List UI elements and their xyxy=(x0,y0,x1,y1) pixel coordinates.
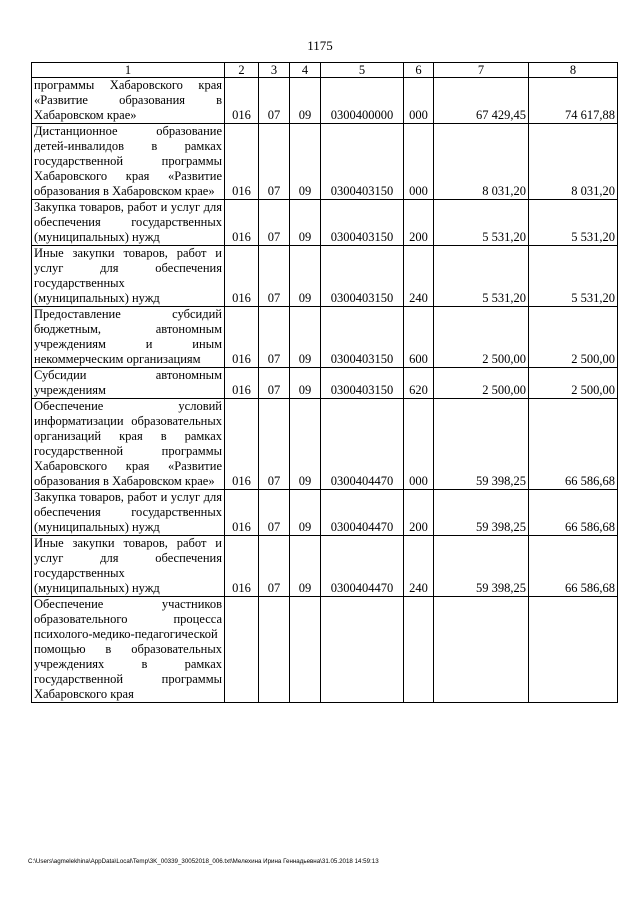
cell-subsection: 09 xyxy=(290,246,321,307)
cell-amount-7: 59 398,25 xyxy=(434,490,529,536)
cell-amount-7: 8 031,20 xyxy=(434,124,529,200)
cell-subsection: 09 xyxy=(290,368,321,399)
row-name: Предоставление субсидий бюджетным, автономным учреждениям и иным некоммерческим организациям xyxy=(32,307,225,368)
cell-expense-type: 000 xyxy=(404,124,434,200)
table-row xyxy=(32,124,618,200)
cell-expense-type: 200 xyxy=(404,490,434,536)
cell-amount-7 xyxy=(434,597,529,703)
cell-amount-8: 2 500,00 xyxy=(529,307,618,368)
cell-target-article: 0300403150 xyxy=(321,368,404,399)
table-row xyxy=(32,597,618,703)
cell-amount-8: 66 586,68 xyxy=(529,490,618,536)
cell-subsection: 09 xyxy=(290,399,321,490)
row-name: Субсидии автономным учреждениям xyxy=(32,368,225,399)
cell-target-article: 0300403150 xyxy=(321,307,404,368)
cell-target-article: 0300404470 xyxy=(321,399,404,490)
cell-section: 07 xyxy=(259,399,290,490)
cell-ministry: 016 xyxy=(225,536,259,597)
cell-amount-7: 59 398,25 xyxy=(434,536,529,597)
table-row xyxy=(32,536,618,597)
cell-amount-7: 5 531,20 xyxy=(434,246,529,307)
column-header: 1 xyxy=(32,63,225,78)
cell-amount-7: 5 531,20 xyxy=(434,200,529,246)
row-name: Иные закупки товаров, работ и услуг для обеспечения государственных (муниципальных) нужд xyxy=(32,536,225,597)
column-header: 5 xyxy=(321,63,404,78)
table-row xyxy=(32,490,618,536)
cell-ministry: 016 xyxy=(225,246,259,307)
cell-section: 07 xyxy=(259,78,290,124)
cell-ministry: 016 xyxy=(225,490,259,536)
row-name: Закупка товаров, работ и услуг для обеспечения государственных (муниципальных) нужд xyxy=(32,490,225,536)
table-row xyxy=(32,399,618,490)
page-number: 1175 xyxy=(307,38,333,53)
table-row xyxy=(32,307,618,368)
row-name: Иные закупки товаров, работ и услуг для обеспечения государственных (муниципальных) нужд xyxy=(32,246,225,307)
cell-ministry: 016 xyxy=(225,399,259,490)
cell-amount-7: 59 398,25 xyxy=(434,399,529,490)
cell-amount-8: 5 531,20 xyxy=(529,200,618,246)
cell-ministry: 016 xyxy=(225,78,259,124)
cell-amount-8: 5 531,20 xyxy=(529,246,618,307)
cell-amount-8: 74 617,88 xyxy=(529,78,618,124)
cell-expense-type: 240 xyxy=(404,536,434,597)
column-header: 2 xyxy=(225,63,259,78)
cell-subsection xyxy=(290,597,321,703)
row-name: программы Хабаровского края «Развитие образования в Хабаровском крае» xyxy=(32,78,225,124)
cell-expense-type: 240 xyxy=(404,246,434,307)
cell-target-article: 0300404470 xyxy=(321,536,404,597)
cell-target-article xyxy=(321,597,404,703)
row-name: Дистанционное образование детей-инвалидов в рамках государственной программы Хабаровского края «Развитие образования в Хабаровском крае» xyxy=(32,124,225,200)
row-name: Закупка товаров, работ и услуг для обеспечения государственных (муниципальных) нужд xyxy=(32,200,225,246)
cell-expense-type: 000 xyxy=(404,78,434,124)
table-row xyxy=(32,368,618,399)
cell-section: 07 xyxy=(259,124,290,200)
table-row xyxy=(32,246,618,307)
table-row xyxy=(32,200,618,246)
cell-amount-8: 8 031,20 xyxy=(529,124,618,200)
cell-section: 07 xyxy=(259,246,290,307)
cell-section: 07 xyxy=(259,536,290,597)
table-row xyxy=(32,78,618,124)
cell-subsection: 09 xyxy=(290,490,321,536)
cell-section xyxy=(259,597,290,703)
cell-section: 07 xyxy=(259,490,290,536)
row-name: Обеспечение участников образовательного процесса психолого-медико-педагогической помощью в образовательных учреждениях в рамках государственной программы Хабаровского края xyxy=(32,597,225,703)
cell-target-article: 0300403150 xyxy=(321,200,404,246)
cell-expense-type xyxy=(404,597,434,703)
cell-ministry: 016 xyxy=(225,307,259,368)
cell-target-article: 0300403150 xyxy=(321,246,404,307)
cell-subsection: 09 xyxy=(290,307,321,368)
column-header: 3 xyxy=(259,63,290,78)
cell-ministry: 016 xyxy=(225,368,259,399)
cell-amount-8: 66 586,68 xyxy=(529,536,618,597)
file-path-footer: C:\Users\agmelekhina\AppData\Local\Temp\3K_00339_30052018_006.txt\Мелехина Ирина Геннадьевна\31.05.2018 14:59:13 xyxy=(28,858,379,865)
cell-subsection: 09 xyxy=(290,124,321,200)
cell-amount-7: 2 500,00 xyxy=(434,307,529,368)
cell-expense-type: 620 xyxy=(404,368,434,399)
cell-amount-8: 66 586,68 xyxy=(529,399,618,490)
cell-target-article: 0300400000 xyxy=(321,78,404,124)
cell-expense-type: 200 xyxy=(404,200,434,246)
cell-ministry: 016 xyxy=(225,124,259,200)
cell-section: 07 xyxy=(259,200,290,246)
cell-section: 07 xyxy=(259,368,290,399)
cell-amount-8: 2 500,00 xyxy=(529,368,618,399)
column-header: 6 xyxy=(404,63,434,78)
budget-table xyxy=(31,62,618,703)
cell-expense-type: 000 xyxy=(404,399,434,490)
cell-amount-8 xyxy=(529,597,618,703)
cell-expense-type: 600 xyxy=(404,307,434,368)
column-header: 8 xyxy=(529,63,618,78)
cell-ministry: 016 xyxy=(225,200,259,246)
cell-subsection: 09 xyxy=(290,536,321,597)
header-row xyxy=(32,63,618,78)
cell-subsection: 09 xyxy=(290,200,321,246)
column-header: 4 xyxy=(290,63,321,78)
cell-amount-7: 67 429,45 xyxy=(434,78,529,124)
column-header: 7 xyxy=(434,63,529,78)
cell-subsection: 09 xyxy=(290,78,321,124)
cell-section: 07 xyxy=(259,307,290,368)
cell-target-article: 0300404470 xyxy=(321,490,404,536)
cell-ministry xyxy=(225,597,259,703)
cell-amount-7: 2 500,00 xyxy=(434,368,529,399)
row-name: Обеспечение условий информатизации образовательных организаций края в рамках государственной программы Хабаровского края «Развитие образования в Хабаровском крае» xyxy=(32,399,225,490)
cell-target-article: 0300403150 xyxy=(321,124,404,200)
